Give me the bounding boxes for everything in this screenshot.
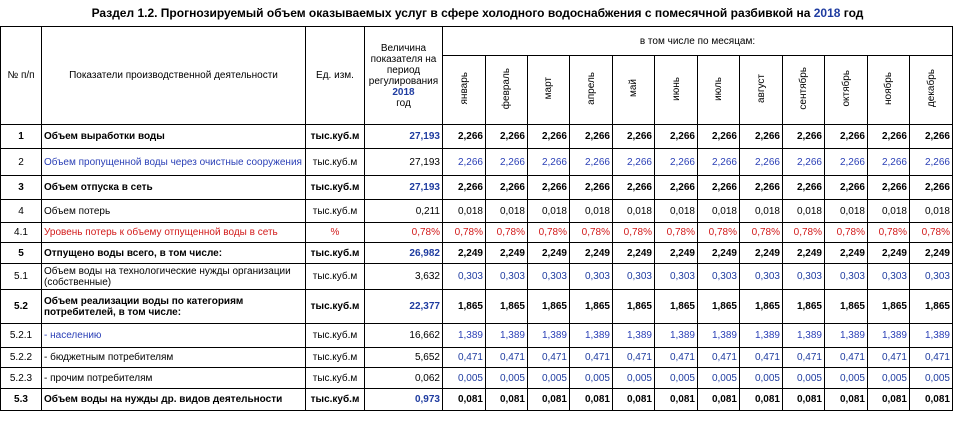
row-month-value: 1,865 xyxy=(740,290,783,324)
row-month-value: 0,471 xyxy=(570,348,613,368)
row-month-value: 0,018 xyxy=(868,200,910,223)
row-month-value: 0,081 xyxy=(868,389,910,411)
row-month-value: 2,266 xyxy=(613,176,655,200)
row-month-value: 0,303 xyxy=(783,264,825,290)
row-month-value: 0,018 xyxy=(740,200,783,223)
row-month-value: 0,78% xyxy=(740,223,783,243)
header-month xyxy=(910,56,953,125)
row-month-value: 0,303 xyxy=(740,264,783,290)
table-row xyxy=(1,149,953,176)
row-month-value: 0,78% xyxy=(486,223,528,243)
header-month-label: январь xyxy=(458,72,470,105)
header-month xyxy=(783,56,825,125)
table-row xyxy=(1,200,953,223)
row-month-value: 0,78% xyxy=(613,223,655,243)
row-month-value: 2,266 xyxy=(783,125,825,149)
row-num: 5.2.1 xyxy=(1,324,42,348)
row-month-value: 0,78% xyxy=(698,223,740,243)
header-unit: Ед. изм. xyxy=(306,27,365,125)
row-month-value: 0,005 xyxy=(868,368,910,389)
row-annual-value: 27,193 xyxy=(365,176,443,200)
row-annual-value: 0,973 xyxy=(365,389,443,411)
header-month xyxy=(740,56,783,125)
header-month-label: февраль xyxy=(501,67,512,110)
row-month-value: 0,018 xyxy=(570,200,613,223)
header-month xyxy=(570,56,613,125)
row-month-value: 2,266 xyxy=(698,176,740,200)
row-indicator: - бюджетным потребителям xyxy=(42,348,306,368)
row-month-value: 2,266 xyxy=(740,176,783,200)
row-month-value: 2,266 xyxy=(486,149,528,176)
row-num: 5 xyxy=(1,243,42,264)
row-month-value: 0,018 xyxy=(825,200,868,223)
row-num: 5.3 xyxy=(1,389,42,411)
row-indicator: Объем потерь xyxy=(42,200,306,223)
header-month-label: октябрь xyxy=(840,70,852,107)
header-month-label: декабрь xyxy=(925,69,937,108)
row-month-value: 0,081 xyxy=(783,389,825,411)
row-month-value: 2,266 xyxy=(698,125,740,149)
row-annual-value: 0,062 xyxy=(365,368,443,389)
forecast-table xyxy=(0,26,953,411)
row-month-value: 0,005 xyxy=(655,368,698,389)
row-unit: тыс.куб.м xyxy=(306,243,365,264)
row-month-value: 0,005 xyxy=(910,368,953,389)
header-month xyxy=(528,56,570,125)
row-num: 5.2 xyxy=(1,290,42,324)
row-month-value: 1,389 xyxy=(528,324,570,348)
row-month-value: 2,266 xyxy=(528,149,570,176)
row-month-value: 2,249 xyxy=(740,243,783,264)
row-month-value: 2,249 xyxy=(655,243,698,264)
row-month-value: 2,266 xyxy=(825,176,868,200)
row-month-value: 2,266 xyxy=(825,149,868,176)
row-month-value: 1,389 xyxy=(698,324,740,348)
row-month-value: 0,78% xyxy=(528,223,570,243)
row-unit: тыс.куб.м xyxy=(306,324,365,348)
row-month-value: 2,266 xyxy=(443,125,486,149)
row-month-value: 0,78% xyxy=(570,223,613,243)
row-month-value: 1,865 xyxy=(570,290,613,324)
row-month-value: 2,266 xyxy=(443,149,486,176)
row-month-value: 0,78% xyxy=(910,223,953,243)
row-num: 2 xyxy=(1,149,42,176)
row-month-value: 1,389 xyxy=(740,324,783,348)
row-month-value: 2,249 xyxy=(528,243,570,264)
row-month-value: 0,471 xyxy=(910,348,953,368)
row-month-value: 2,249 xyxy=(570,243,613,264)
row-num: 4 xyxy=(1,200,42,223)
row-month-value: 2,266 xyxy=(783,149,825,176)
row-month-value: 0,78% xyxy=(868,223,910,243)
row-month-value: 1,389 xyxy=(825,324,868,348)
header-month xyxy=(613,56,655,125)
row-month-value: 0,78% xyxy=(825,223,868,243)
header-month xyxy=(655,56,698,125)
row-month-value: 0,303 xyxy=(528,264,570,290)
row-month-value: 0,081 xyxy=(528,389,570,411)
title-year: 2018 xyxy=(813,6,841,20)
row-indicator: Объем пропущенной воды через очистные сооружения xyxy=(42,149,306,176)
row-month-value: 0,018 xyxy=(698,200,740,223)
row-month-value: 0,303 xyxy=(825,264,868,290)
row-month-value: 0,005 xyxy=(783,368,825,389)
row-month-value: 1,865 xyxy=(783,290,825,324)
row-month-value: 2,266 xyxy=(655,176,698,200)
row-month-value: 2,266 xyxy=(528,176,570,200)
row-month-value: 2,266 xyxy=(910,149,953,176)
row-unit: тыс.куб.м xyxy=(306,200,365,223)
row-num: 5.2.2 xyxy=(1,348,42,368)
row-unit: тыс.куб.м xyxy=(306,290,365,324)
row-month-value: 1,865 xyxy=(825,290,868,324)
row-indicator: Уровень потерь к объему отпущенной воды в сеть xyxy=(42,223,306,243)
header-month-label: июнь xyxy=(670,76,682,101)
row-month-value: 0,081 xyxy=(655,389,698,411)
row-month-value: 0,303 xyxy=(570,264,613,290)
table-row xyxy=(1,348,953,368)
row-unit: тыс.куб.м xyxy=(306,348,365,368)
row-month-value: 2,266 xyxy=(570,125,613,149)
row-month-value: 2,266 xyxy=(868,125,910,149)
row-num: 3 xyxy=(1,176,42,200)
header-month xyxy=(868,56,910,125)
row-month-value: 1,865 xyxy=(613,290,655,324)
row-month-value: 2,266 xyxy=(868,149,910,176)
header-value-year: 2018 xyxy=(392,86,415,98)
row-month-value: 1,865 xyxy=(486,290,528,324)
row-month-value: 0,018 xyxy=(486,200,528,223)
row-month-value: 0,471 xyxy=(613,348,655,368)
row-month-value: 0,081 xyxy=(910,389,953,411)
row-month-value: 0,005 xyxy=(528,368,570,389)
row-annual-value: 5,652 xyxy=(365,348,443,368)
row-month-value: 0,471 xyxy=(443,348,486,368)
row-month-value: 0,471 xyxy=(698,348,740,368)
row-num: 5.1 xyxy=(1,264,42,290)
row-month-value: 1,389 xyxy=(783,324,825,348)
row-annual-value: 26,982 xyxy=(365,243,443,264)
table-row xyxy=(1,223,953,243)
row-unit: тыс.куб.м xyxy=(306,149,365,176)
row-unit: % xyxy=(306,223,365,243)
table-row xyxy=(1,264,953,290)
row-month-value: 0,018 xyxy=(443,200,486,223)
row-month-value: 2,266 xyxy=(910,176,953,200)
header-month-label: сентябрь xyxy=(798,67,809,110)
row-month-value: 0,303 xyxy=(698,264,740,290)
header-month-label: август xyxy=(755,74,767,103)
header-month xyxy=(486,56,528,125)
row-month-value: 0,303 xyxy=(655,264,698,290)
row-month-value: 2,249 xyxy=(698,243,740,264)
row-month-value: 2,266 xyxy=(783,176,825,200)
row-num: 5.2.3 xyxy=(1,368,42,389)
header-num: № п/п xyxy=(1,27,42,125)
table-row xyxy=(1,176,953,200)
row-month-value: 0,303 xyxy=(910,264,953,290)
row-month-value: 0,018 xyxy=(613,200,655,223)
header-indicators: Показатели производственной деятельности xyxy=(42,27,306,125)
row-month-value: 2,266 xyxy=(655,125,698,149)
row-month-value: 0,018 xyxy=(528,200,570,223)
row-indicator: Отпущено воды всего, в том числе: xyxy=(42,243,306,264)
header-value xyxy=(365,27,443,125)
row-month-value: 2,266 xyxy=(910,125,953,149)
row-month-value: 0,005 xyxy=(740,368,783,389)
row-month-value: 2,249 xyxy=(486,243,528,264)
row-month-value: 1,389 xyxy=(443,324,486,348)
row-month-value: 1,865 xyxy=(528,290,570,324)
header-months-title: в том числе по месяцам: xyxy=(443,27,953,56)
row-month-value: 0,471 xyxy=(825,348,868,368)
row-month-value: 0,018 xyxy=(910,200,953,223)
row-month-value: 2,266 xyxy=(740,125,783,149)
table-row xyxy=(1,368,953,389)
header-month xyxy=(825,56,868,125)
row-month-value: 2,249 xyxy=(910,243,953,264)
row-indicator: Объем реализации воды по категориям потребителей, в том числе: xyxy=(42,290,306,324)
row-unit: тыс.куб.м xyxy=(306,176,365,200)
row-num: 4.1 xyxy=(1,223,42,243)
row-month-value: 1,389 xyxy=(486,324,528,348)
row-month-value: 0,78% xyxy=(783,223,825,243)
row-month-value: 0,018 xyxy=(655,200,698,223)
row-unit: тыс.куб.м xyxy=(306,368,365,389)
row-month-value: 2,266 xyxy=(528,125,570,149)
row-month-value: 0,005 xyxy=(613,368,655,389)
row-month-value: 2,266 xyxy=(570,149,613,176)
row-month-value: 0,78% xyxy=(443,223,486,243)
row-month-value: 0,471 xyxy=(655,348,698,368)
row-month-value: 2,249 xyxy=(613,243,655,264)
row-month-value: 0,471 xyxy=(528,348,570,368)
row-month-value: 0,471 xyxy=(783,348,825,368)
header-month-label: март xyxy=(543,77,554,100)
title-suffix: год xyxy=(843,6,864,20)
row-month-value: 2,266 xyxy=(868,176,910,200)
row-month-value: 2,266 xyxy=(825,125,868,149)
row-month-value: 0,471 xyxy=(868,348,910,368)
row-month-value: 0,018 xyxy=(783,200,825,223)
row-month-value: 1,389 xyxy=(570,324,613,348)
row-month-value: 1,389 xyxy=(868,324,910,348)
row-month-value: 0,081 xyxy=(443,389,486,411)
row-month-value: 2,266 xyxy=(486,176,528,200)
row-unit: тыс.куб.м xyxy=(306,125,365,149)
row-indicator: Объем воды на нужды др. видов деятельности xyxy=(42,389,306,411)
row-month-value: 2,249 xyxy=(783,243,825,264)
row-month-value: 0,471 xyxy=(740,348,783,368)
row-month-value: 2,266 xyxy=(613,125,655,149)
table-row xyxy=(1,125,953,149)
row-month-value: 1,865 xyxy=(443,290,486,324)
row-month-value: 1,865 xyxy=(655,290,698,324)
row-month-value: 2,266 xyxy=(443,176,486,200)
header-value-suffix: год xyxy=(396,97,411,109)
row-annual-value: 0,78% xyxy=(365,223,443,243)
row-month-value: 2,266 xyxy=(613,149,655,176)
row-month-value: 0,303 xyxy=(486,264,528,290)
row-month-value: 2,266 xyxy=(655,149,698,176)
row-month-value: 2,249 xyxy=(825,243,868,264)
header-month-label: июль xyxy=(713,76,724,101)
row-month-value: 0,081 xyxy=(825,389,868,411)
row-month-value: 0,081 xyxy=(570,389,613,411)
row-month-value: 1,389 xyxy=(910,324,953,348)
row-month-value: 0,081 xyxy=(486,389,528,411)
header-value-caption: Величина показателя на период регулирования xyxy=(368,42,439,87)
row-month-value: 0,081 xyxy=(740,389,783,411)
row-month-value: 0,005 xyxy=(486,368,528,389)
row-month-value: 0,471 xyxy=(486,348,528,368)
header-month xyxy=(443,56,486,125)
table-row xyxy=(1,389,953,411)
row-annual-value: 27,193 xyxy=(365,149,443,176)
table-row xyxy=(1,290,953,324)
row-annual-value: 27,193 xyxy=(365,125,443,149)
row-indicator: - населению xyxy=(42,324,306,348)
row-unit: тыс.куб.м xyxy=(306,264,365,290)
row-month-value: 2,266 xyxy=(486,125,528,149)
row-month-value: 2,249 xyxy=(868,243,910,264)
row-unit: тыс.куб.м xyxy=(306,389,365,411)
row-annual-value: 3,632 xyxy=(365,264,443,290)
row-month-value: 0,303 xyxy=(868,264,910,290)
row-indicator: Объем выработки воды xyxy=(42,125,306,149)
row-annual-value: 16,662 xyxy=(365,324,443,348)
row-month-value: 0,081 xyxy=(698,389,740,411)
row-month-value: 0,005 xyxy=(443,368,486,389)
row-num: 1 xyxy=(1,125,42,149)
row-month-value: 2,249 xyxy=(443,243,486,264)
row-month-value: 2,266 xyxy=(740,149,783,176)
row-month-value: 1,865 xyxy=(698,290,740,324)
row-month-value: 2,266 xyxy=(698,149,740,176)
table-row xyxy=(1,324,953,348)
row-month-value: 1,389 xyxy=(655,324,698,348)
row-annual-value: 22,377 xyxy=(365,290,443,324)
row-indicator: - прочим потребителям xyxy=(42,368,306,389)
row-month-value: 0,005 xyxy=(570,368,613,389)
row-month-value: 0,081 xyxy=(613,389,655,411)
section-title xyxy=(0,0,955,26)
row-month-value: 2,266 xyxy=(570,176,613,200)
row-month-value: 0,005 xyxy=(825,368,868,389)
row-month-value: 0,78% xyxy=(655,223,698,243)
row-month-value: 1,865 xyxy=(868,290,910,324)
row-month-value: 1,865 xyxy=(910,290,953,324)
header-month-label: апрель xyxy=(585,72,597,105)
header-month-label: ноябрь xyxy=(883,72,894,105)
table-row xyxy=(1,243,953,264)
row-month-value: 0,005 xyxy=(698,368,740,389)
row-month-value: 0,303 xyxy=(443,264,486,290)
row-month-value: 1,389 xyxy=(613,324,655,348)
header-month xyxy=(698,56,740,125)
row-month-value: 0,303 xyxy=(613,264,655,290)
row-annual-value: 0,211 xyxy=(365,200,443,223)
header-month-label: май xyxy=(628,79,639,98)
row-indicator: Объем воды на технологические нужды организации (собственные) xyxy=(42,264,306,290)
row-indicator: Объем отпуска в сеть xyxy=(42,176,306,200)
title-prefix: Раздел 1.2. Прогнозируемый объем оказываемых услуг в сфере холодного водоснабжения с помесячной разбивкой на xyxy=(91,6,811,20)
